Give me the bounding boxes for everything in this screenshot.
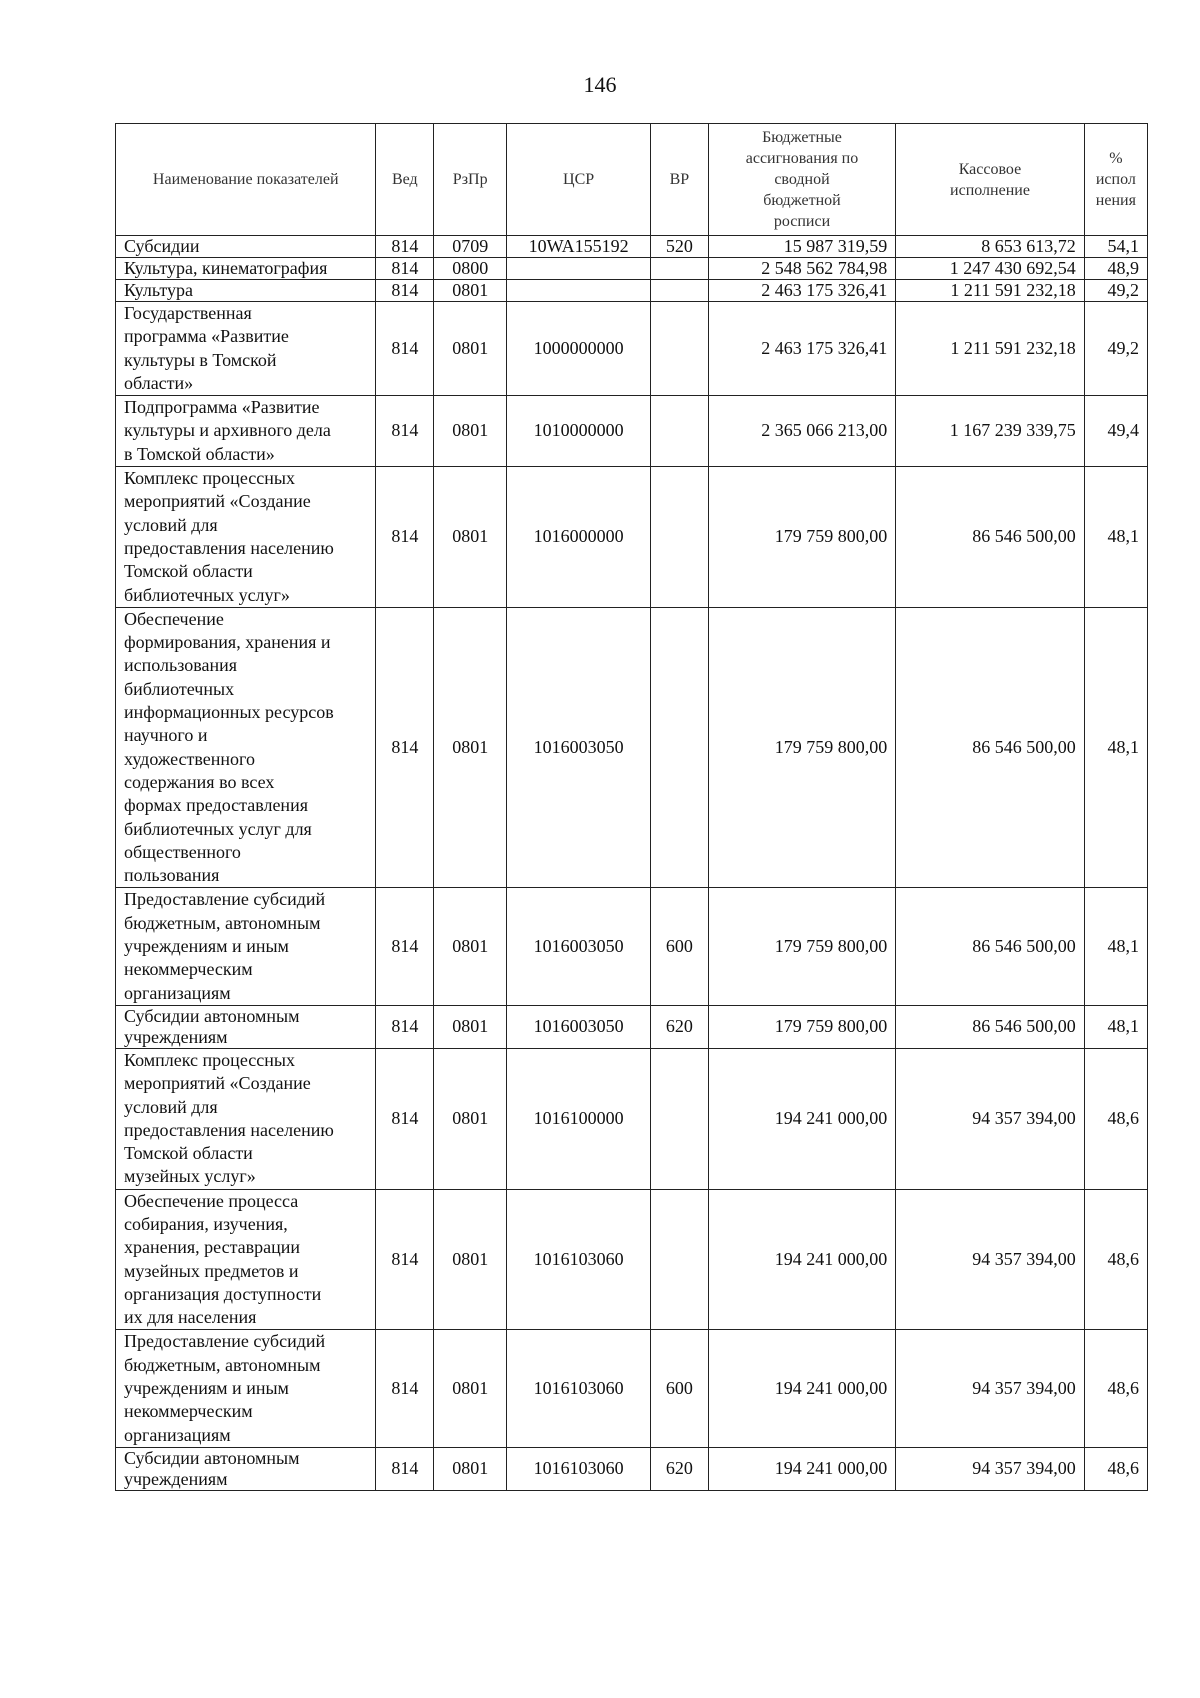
header-percent-execution (1084, 124, 1147, 236)
cell-vr (651, 1048, 709, 1189)
cell-rzpr: 0801 (434, 1005, 507, 1048)
cell-ved: 814 (376, 1048, 434, 1189)
cell-ved: 814 (376, 467, 434, 608)
header-line: ассигнования по (745, 150, 859, 167)
cell-name (116, 607, 376, 888)
header-name: Наименование показателей (116, 124, 376, 236)
cell-ved: 814 (376, 1189, 434, 1330)
cell-csr (507, 280, 651, 302)
cell-cash: 1 211 591 232,18 (896, 280, 1085, 302)
cell-alloc: 2 463 175 326,41 (708, 302, 895, 396)
cell-name-line: Обеспечение (124, 608, 224, 629)
cell-name-line: художественного (124, 748, 255, 769)
table-row (116, 1447, 1148, 1490)
header-line: Кассовое (958, 160, 1022, 178)
cell-csr: 1016000000 (507, 467, 651, 608)
cell-name-line: собирания, изучения, (124, 1213, 288, 1234)
cell-name (116, 888, 376, 1005)
header-rzpr: РзПр (434, 124, 507, 236)
cell-name-line: библиотечных услуг для (124, 818, 312, 839)
cell-vr: 600 (651, 888, 709, 1005)
cell-name-line: мероприятий «Создание (124, 491, 311, 512)
cell-csr (507, 258, 651, 280)
cell-csr: 1016100000 (507, 1048, 651, 1189)
cell-pct: 54,1 (1084, 236, 1147, 258)
cell-rzpr: 0709 (434, 236, 507, 258)
cell-ved: 814 (376, 1330, 434, 1447)
cell-name-line: организациям (124, 1424, 231, 1445)
cell-cash: 1 167 239 339,75 (896, 396, 1085, 467)
table-row (116, 236, 1148, 258)
cell-alloc: 194 241 000,00 (708, 1048, 895, 1189)
cell-vr (651, 396, 709, 467)
cell-vr (651, 258, 709, 280)
cell-name-line: программа «Развитие (124, 326, 289, 347)
cell-pct: 48,1 (1084, 467, 1147, 608)
cell-ved: 814 (376, 236, 434, 258)
header-cash-execution (896, 124, 1085, 236)
cell-name-line: Субсидии автономным (124, 1005, 300, 1026)
table-row (116, 467, 1148, 608)
header-line: % (1109, 150, 1123, 167)
cell-vr (651, 1189, 709, 1330)
cell-cash: 94 357 394,00 (896, 1189, 1085, 1330)
header-line: Бюджетные (762, 129, 842, 146)
header-ved: Вед (376, 124, 434, 236)
table-row (116, 607, 1148, 888)
cell-pct: 48,1 (1084, 888, 1147, 1005)
header-allocations (708, 124, 895, 236)
cell-csr: 10WA155192 (507, 236, 651, 258)
cell-csr: 1000000000 (507, 302, 651, 396)
cell-name-line: учреждениям и иным (124, 1378, 289, 1399)
cell-name-line: области» (124, 372, 194, 393)
cell-csr: 1016103060 (507, 1447, 651, 1490)
cell-ved: 814 (376, 888, 434, 1005)
table-row (116, 1189, 1148, 1330)
budget-table (115, 123, 1148, 1491)
cell-cash: 1 247 430 692,54 (896, 258, 1085, 280)
cell-name-line: некоммерческим (124, 959, 253, 980)
cell-name-line: общественного (124, 841, 241, 862)
cell-pct: 48,6 (1084, 1330, 1147, 1447)
cell-rzpr: 0801 (434, 888, 507, 1005)
cell-pct: 48,6 (1084, 1189, 1147, 1330)
cell-name (116, 467, 376, 608)
cell-name-line: использования (124, 655, 238, 676)
cell-rzpr: 0800 (434, 258, 507, 280)
cell-alloc: 194 241 000,00 (708, 1189, 895, 1330)
cell-vr: 520 (651, 236, 709, 258)
cell-name (116, 1447, 376, 1490)
table-row (116, 888, 1148, 1005)
table-body (116, 236, 1148, 1491)
cell-name-line: условий для (124, 514, 218, 535)
cell-alloc: 194 241 000,00 (708, 1447, 895, 1490)
cell-rzpr: 0801 (434, 467, 507, 608)
cell-cash: 94 357 394,00 (896, 1048, 1085, 1189)
cell-name-line: пользования (124, 865, 220, 886)
cell-csr: 1016003050 (507, 1005, 651, 1048)
cell-ved: 814 (376, 258, 434, 280)
header-csr: ЦСР (507, 124, 651, 236)
cell-name-line: учреждениям и иным (124, 936, 289, 957)
cell-name-line: формирования, хранения и (124, 632, 331, 653)
cell-alloc: 194 241 000,00 (708, 1330, 895, 1447)
cell-name (116, 1189, 376, 1330)
table-row (116, 280, 1148, 302)
cell-name-line: Предоставление субсидий (124, 1331, 326, 1352)
table-row (116, 258, 1148, 280)
cell-name-line: некоммерческим (124, 1401, 253, 1422)
cell-alloc: 179 759 800,00 (708, 1005, 895, 1048)
cell-name (116, 258, 376, 280)
cell-rzpr: 0801 (434, 280, 507, 302)
cell-vr: 600 (651, 1330, 709, 1447)
table-row (116, 1005, 1148, 1048)
cell-name-line: содержания во всех (124, 771, 275, 792)
cell-cash: 86 546 500,00 (896, 1005, 1085, 1048)
cell-vr (651, 280, 709, 302)
cell-name-line: музейных предметов и (124, 1260, 299, 1281)
cell-name-line: учреждениям (124, 1026, 228, 1047)
cell-name-line: Субсидии (124, 236, 200, 256)
cell-pct: 48,1 (1084, 607, 1147, 888)
cell-pct: 48,1 (1084, 1005, 1147, 1048)
cell-csr: 1010000000 (507, 396, 651, 467)
cell-name-line: формах предоставления (124, 795, 308, 816)
cell-name-line: Культура (124, 280, 193, 300)
cell-pct: 48,6 (1084, 1447, 1147, 1490)
cell-name-line: Комплекс процессных (124, 1049, 295, 1070)
cell-ved: 814 (376, 1447, 434, 1490)
cell-name-line: Предоставление субсидий (124, 889, 326, 910)
cell-vr (651, 302, 709, 396)
cell-name-line: Томской области (124, 561, 253, 582)
cell-vr: 620 (651, 1447, 709, 1490)
cell-vr: 620 (651, 1005, 709, 1048)
cell-name (116, 1330, 376, 1447)
cell-name-line: условий для (124, 1096, 218, 1117)
cell-name-line: библиотечных услуг» (124, 584, 290, 605)
cell-pct: 49,4 (1084, 396, 1147, 467)
cell-rzpr: 0801 (434, 302, 507, 396)
cell-name-line: организация доступности (124, 1283, 322, 1304)
cell-name-line: их для населения (124, 1307, 257, 1328)
cell-alloc: 2 365 066 213,00 (708, 396, 895, 467)
cell-alloc: 179 759 800,00 (708, 607, 895, 888)
table-row (116, 1330, 1148, 1447)
cell-ved: 814 (376, 1005, 434, 1048)
cell-name (116, 396, 376, 467)
cell-name-line: научного и (124, 725, 208, 746)
cell-pct: 49,2 (1084, 302, 1147, 396)
table-row (116, 1048, 1148, 1189)
cell-rzpr: 0801 (434, 1048, 507, 1189)
cell-name-line: библиотечных (124, 678, 235, 699)
cell-name (116, 1005, 376, 1048)
cell-ved: 814 (376, 280, 434, 302)
cell-vr (651, 607, 709, 888)
cell-name (116, 280, 376, 302)
cell-ved: 814 (376, 607, 434, 888)
cell-name-line: Государственная (124, 303, 252, 323)
cell-pct: 49,2 (1084, 280, 1147, 302)
header-line: исполнение (950, 181, 1030, 199)
cell-name-line: Обеспечение процесса (124, 1190, 299, 1211)
header-line: росписи (773, 213, 831, 230)
cell-cash: 86 546 500,00 (896, 607, 1085, 888)
cell-name-line: информационных ресурсов (124, 702, 334, 723)
cell-vr (651, 467, 709, 608)
cell-name-line: Подпрограмма «Развитие (124, 397, 320, 418)
cell-alloc: 179 759 800,00 (708, 888, 895, 1005)
cell-rzpr: 0801 (434, 1447, 507, 1490)
cell-alloc: 2 548 562 784,98 (708, 258, 895, 280)
cell-name-line: бюджетным, автономным (124, 1354, 321, 1375)
cell-cash: 1 211 591 232,18 (896, 302, 1085, 396)
cell-ved: 814 (376, 302, 434, 396)
cell-csr: 1016003050 (507, 888, 651, 1005)
table-row (116, 396, 1148, 467)
cell-name-line: в Томской области» (124, 443, 275, 464)
cell-pct: 48,9 (1084, 258, 1147, 280)
cell-rzpr: 0801 (434, 1189, 507, 1330)
cell-cash: 86 546 500,00 (896, 888, 1085, 1005)
cell-cash: 8 653 613,72 (896, 236, 1085, 258)
header-line: нения (1095, 192, 1136, 209)
cell-name-line: Комплекс процессных (124, 468, 295, 489)
cell-alloc: 15 987 319,59 (708, 236, 895, 258)
cell-name-line: Томской области (124, 1143, 253, 1164)
cell-name-line: культуры и архивного дела (124, 420, 331, 441)
header-line: испол (1095, 171, 1136, 188)
cell-csr: 1016003050 (507, 607, 651, 888)
header-line: сводной (774, 171, 830, 188)
cell-cash: 94 357 394,00 (896, 1330, 1085, 1447)
cell-name-line: Культура, кинематография (124, 258, 328, 278)
cell-rzpr: 0801 (434, 396, 507, 467)
cell-name-line: музейных услуг» (124, 1166, 256, 1187)
cell-name-line: бюджетным, автономным (124, 912, 321, 933)
cell-name (116, 236, 376, 258)
header-line: бюджетной (763, 192, 841, 209)
cell-cash: 86 546 500,00 (896, 467, 1085, 608)
cell-name-line: культуры в Томской (124, 349, 277, 370)
cell-cash: 94 357 394,00 (896, 1447, 1085, 1490)
cell-name-line: учреждениям (124, 1468, 228, 1489)
header-vr: ВР (651, 124, 709, 236)
cell-alloc: 2 463 175 326,41 (708, 280, 895, 302)
cell-name-line: предоставления населению (124, 537, 334, 558)
cell-rzpr: 0801 (434, 607, 507, 888)
cell-pct: 48,6 (1084, 1048, 1147, 1189)
cell-name-line: организациям (124, 982, 231, 1003)
table-row (116, 302, 1148, 396)
cell-ved: 814 (376, 396, 434, 467)
cell-name (116, 302, 376, 396)
cell-name-line: мероприятий «Создание (124, 1073, 311, 1094)
cell-name-line: предоставления населению (124, 1119, 334, 1140)
cell-rzpr: 0801 (434, 1330, 507, 1447)
cell-csr: 1016103060 (507, 1189, 651, 1330)
cell-name (116, 1048, 376, 1189)
cell-name-line: хранения, реставрации (124, 1237, 301, 1258)
page-number: 146 (583, 72, 617, 97)
cell-alloc: 179 759 800,00 (708, 467, 895, 608)
cell-csr: 1016103060 (507, 1330, 651, 1447)
cell-name-line: Субсидии автономным (124, 1447, 300, 1468)
table-header-row (116, 124, 1148, 236)
